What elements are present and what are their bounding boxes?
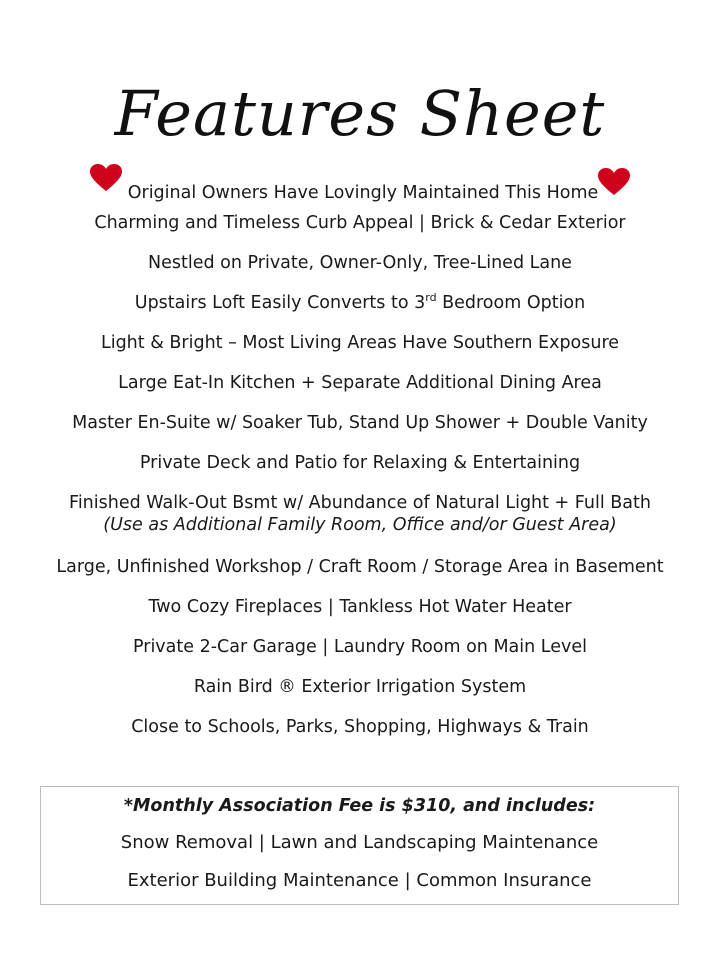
feature-item-private-lane	[0, 252, 720, 292]
feature-text: Private 2-Car Garage | Laundry Room on Main Level	[133, 637, 587, 657]
features-list	[0, 172, 720, 756]
feature-item-workshop	[0, 556, 720, 596]
feature-text-after: Bedroom Option	[436, 293, 586, 313]
feature-text: Large, Unfinished Workshop / Craft Room / Storage Area in Basement	[56, 557, 664, 577]
association-fee-box	[40, 786, 679, 905]
heart-icon	[598, 168, 630, 196]
feature-text: Original Owners Have Lovingly Maintained This Home	[127, 183, 599, 203]
feature-text: Large Eat-In Kitchen + Separate Additional Dining Area	[118, 373, 602, 393]
feature-item-basement	[0, 492, 720, 556]
feature-item-loft	[0, 292, 720, 332]
fee-includes-line-1: Snow Removal | Lawn and Landscaping Maintenance	[120, 832, 599, 853]
fee-title: *Monthly Association Fee is $310, and includes:	[123, 796, 596, 816]
feature-text: Close to Schools, Parks, Shopping, Highways & Train	[131, 717, 589, 737]
fee-includes-line-2: Exterior Building Maintenance | Common Insurance	[127, 870, 592, 891]
feature-item-light-bright	[0, 332, 720, 372]
feature-subtext: (Use as Additional Family Room, Office and/or Guest Area)	[103, 515, 617, 535]
feature-text: Two Cozy Fireplaces | Tankless Hot Water Heater	[148, 597, 572, 617]
feature-text: Charming and Timeless Curb Appeal | Brick & Cedar Exterior	[94, 213, 626, 233]
feature-item-master-suite	[0, 412, 720, 452]
heart-icon	[90, 164, 122, 192]
feature-item-curb-appeal	[0, 212, 720, 252]
feature-item-original-owners	[0, 172, 720, 212]
feature-item-garage	[0, 636, 720, 676]
feature-item-location	[0, 716, 720, 756]
feature-text: Light & Bright – Most Living Areas Have Southern Exposure	[100, 333, 620, 353]
feature-text: Nestled on Private, Owner-Only, Tree-Lined Lane	[148, 253, 572, 273]
feature-text: Finished Walk-Out Bsmt w/ Abundance of Natural Light + Full Bath	[69, 493, 651, 513]
feature-text: Private Deck and Patio for Relaxing & Entertaining	[139, 453, 581, 473]
page-title: Features Sheet	[114, 76, 606, 150]
feature-item-irrigation	[0, 676, 720, 716]
feature-item-deck-patio	[0, 452, 720, 492]
feature-text-before: Upstairs Loft Easily Converts to 3	[134, 293, 426, 313]
feature-item-fireplaces	[0, 596, 720, 636]
feature-item-kitchen	[0, 372, 720, 412]
feature-text: Rain Bird ® Exterior Irrigation System	[193, 677, 527, 697]
ordinal-superscript: rd	[425, 291, 437, 305]
feature-text: Master En-Suite w/ Soaker Tub, Stand Up Shower + Double Vanity	[72, 413, 648, 433]
